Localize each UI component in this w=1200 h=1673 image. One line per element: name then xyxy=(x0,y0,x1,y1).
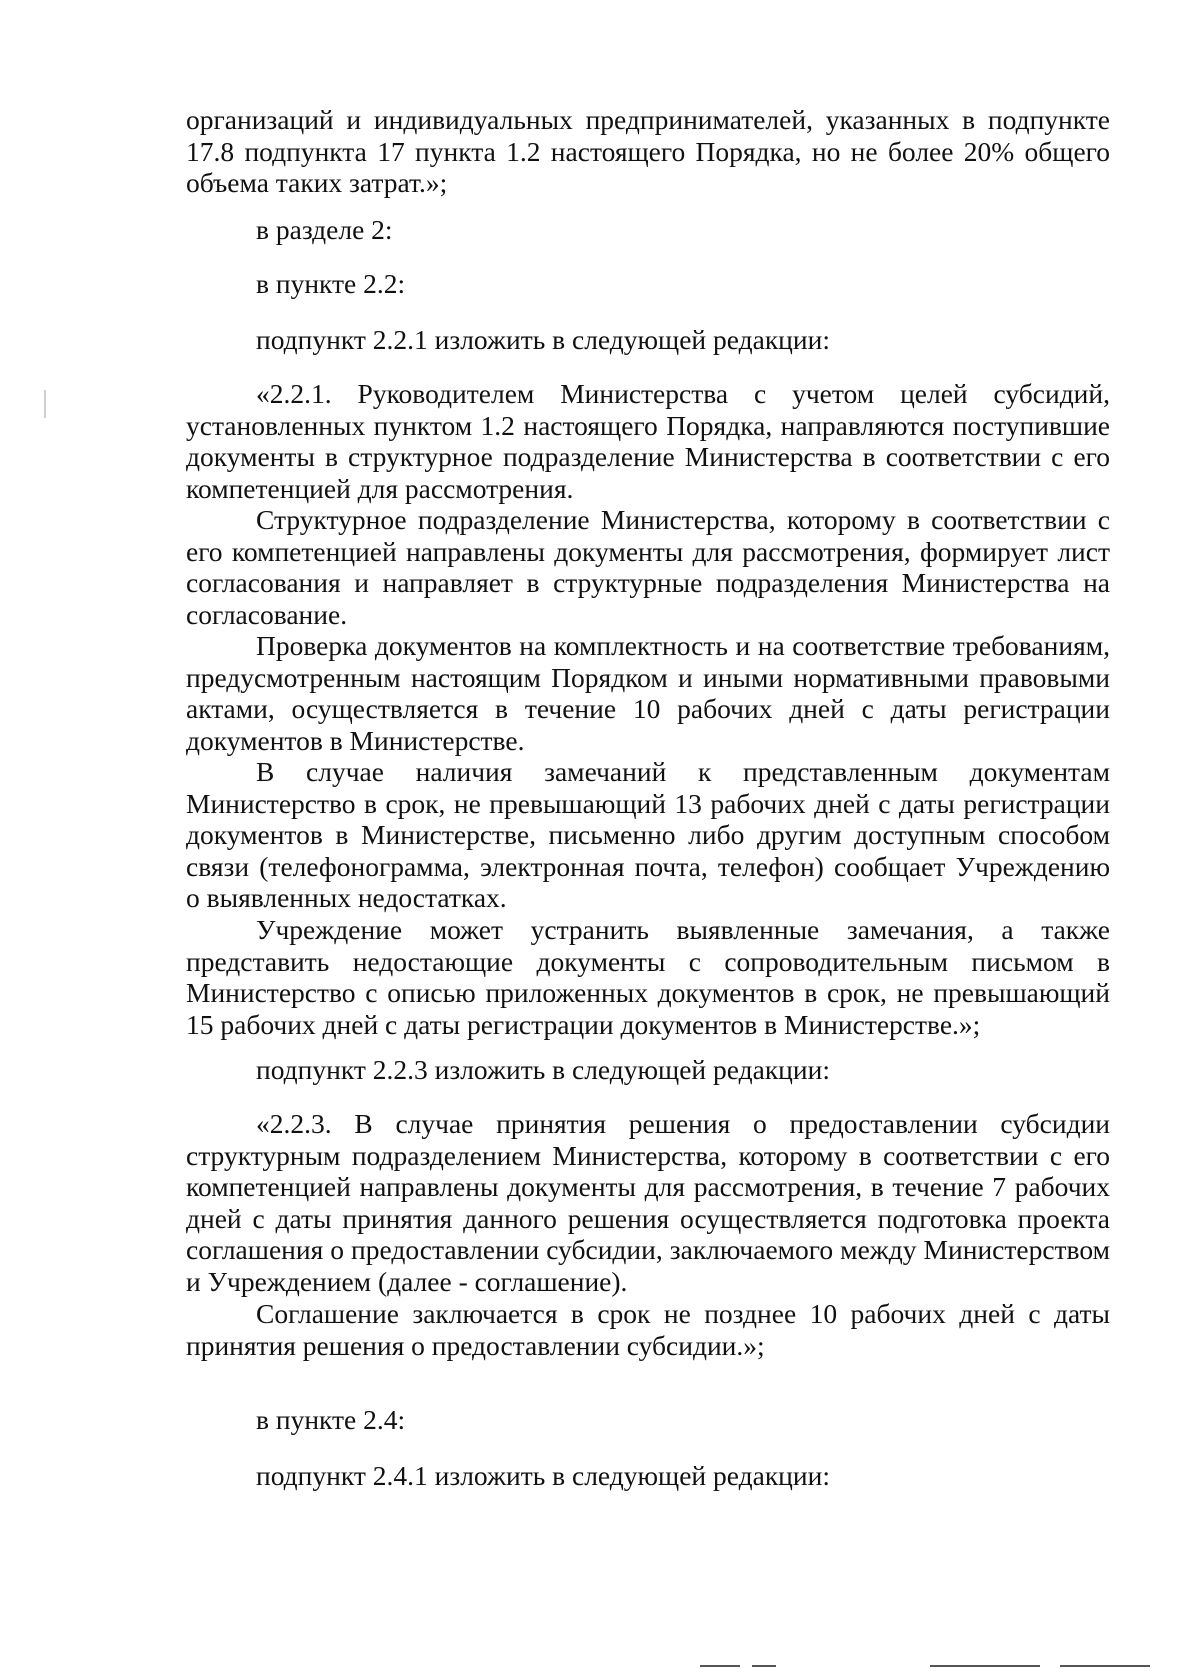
paragraph-2-2-3-b: Соглашение заключается в срок не позднее 10 рабочих дней с даты принятия решения о предоставлении субсидии.»; xyxy=(186,1298,1110,1361)
scan-edge-mark xyxy=(700,1665,740,1667)
line-point-2-2: в пункте 2.2: xyxy=(256,268,406,299)
paragraph-2-2-1-a: «2.2.1. Руководителем Министерства с учетом целей субсидий, установленных пунктом 1.2 настоящего Порядка, направляются поступившие документы в структурное подразделение Министерства в соответствии с его компетенцией для рассмотрения. xyxy=(186,378,1110,504)
line-subpoint-2-4-1: подпункт 2.4.1 изложить в следующей редакции: xyxy=(256,1460,830,1491)
paragraph-intro: организаций и индивидуальных предпринимателей, указанных в подпункте 17.8 подпункта 17 пункта 1.2 настоящего Порядка, но не более 20% общего объема таких затрат.»; xyxy=(186,104,1110,198)
paragraph-2-2-1-b: Структурное подразделение Министерства, которому в соответствии с его компетенцией направлены документы для рассмотрения, формирует лист согласования и направляет в структурные подразделения Министерства на согласование. xyxy=(186,504,1110,630)
scan-edge-mark xyxy=(1060,1665,1150,1667)
line-section-2: в разделе 2: xyxy=(256,214,393,245)
line-subpoint-2-2-3: подпункт 2.2.3 изложить в следующей редакции: xyxy=(256,1054,830,1085)
scan-margin-artifact xyxy=(44,390,46,418)
paragraph-2-2-1-e: Учреждение может устранить выявленные замечания, а также представить недостающие документы с сопроводительным письмом в Министерство с описью приложенных документов в срок, не превышающий 15 рабочих дней с даты регистрации документов в Министерстве.»; xyxy=(186,914,1110,1040)
scan-edge-mark xyxy=(752,1665,776,1667)
paragraph-2-2-1-d: В случае наличия замечаний к представленным документам Министерство в срок, не превышающий 13 рабочих дней с даты регистрации документов в Министерстве, письменно либо другим доступным способом связи (телефонограмма, электронная почта, телефон) сообщает Учреждению о выявленных недостатках. xyxy=(186,756,1110,913)
line-point-2-4: в пункте 2.4: xyxy=(256,1404,406,1435)
paragraph-2-2-1-c: Проверка документов на комплектность и на соответствие требованиям, предусмотренным настоящим Порядком и иными нормативными правовыми актами, осуществляется в течение 10 рабочих дней с даты регистрации документов в Министерстве. xyxy=(186,630,1110,756)
line-subpoint-2-2-1: подпункт 2.2.1 изложить в следующей редакции: xyxy=(256,324,830,355)
scan-edge-mark xyxy=(930,1665,1040,1667)
paragraph-2-2-3-a: «2.2.3. В случае принятия решения о предоставлении субсидии структурным подразделением Министерства, которому в соответствии с его компетенцией направлены документы для рассмотрения, в течение 7 рабочих дней с даты принятия данного решения осуществляется подготовка проекта соглашения о предоставлении субсидии, заключаемого между Министерством и Учреждением (далее - соглашение). xyxy=(186,1108,1110,1297)
